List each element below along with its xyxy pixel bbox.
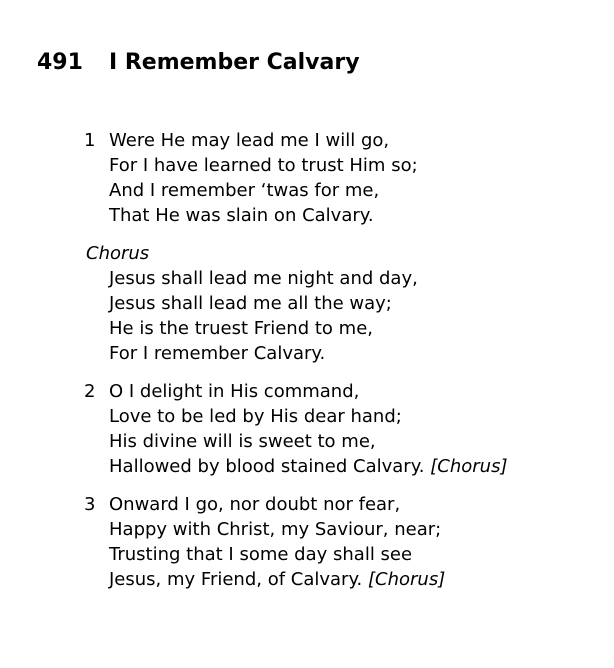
- chorus-line: He is the truest Friend to me,: [109, 318, 373, 339]
- verse-line: Love to be led by His dear hand;: [109, 406, 402, 427]
- verse-number: 1: [84, 130, 96, 151]
- verse-line: Trusting that I some day shall see: [109, 544, 413, 565]
- verse-line: Were He may lead me I will go,: [109, 130, 390, 151]
- verse-line: Hallowed by blood stained Calvary.: [109, 456, 425, 477]
- chorus-reference: [Chorus]: [368, 569, 446, 590]
- chorus-reference: [Chorus]: [430, 456, 508, 477]
- verse-line: Jesus, my Friend, of Calvary.: [109, 569, 363, 590]
- verse-line: Happy with Christ, my Saviour, near;: [109, 519, 442, 540]
- chorus-line: Jesus shall lead me night and day,: [109, 268, 418, 289]
- verse-line: And I remember ‘twas for me,: [109, 180, 380, 201]
- hymn-number: 491: [37, 50, 83, 75]
- verse-line: His divine will is sweet to me,: [109, 431, 376, 452]
- verse-lines: [109, 128, 418, 228]
- chorus-line: For I remember Calvary.: [109, 343, 326, 364]
- verse-lines: [109, 492, 445, 592]
- verse-lines: [109, 379, 507, 479]
- verse-line: For I have learned to trust Him so;: [109, 155, 418, 176]
- verse-line: Onward I go, nor doubt nor fear,: [109, 494, 401, 515]
- verse-number: 3: [84, 494, 96, 515]
- verse-line-with-ref: [109, 454, 507, 479]
- chorus-line: Jesus shall lead me all the way;: [109, 293, 392, 314]
- chorus-label: Chorus: [86, 243, 150, 264]
- verse-line: O I delight in His command,: [109, 381, 360, 402]
- hymn-title: I Remember Calvary: [109, 50, 360, 75]
- hymn-header: [37, 48, 360, 78]
- chorus-lines: [109, 266, 418, 366]
- verse-number: 2: [84, 381, 96, 402]
- verse-line: That He was slain on Calvary.: [109, 205, 374, 226]
- verse-line-with-ref: [109, 567, 445, 592]
